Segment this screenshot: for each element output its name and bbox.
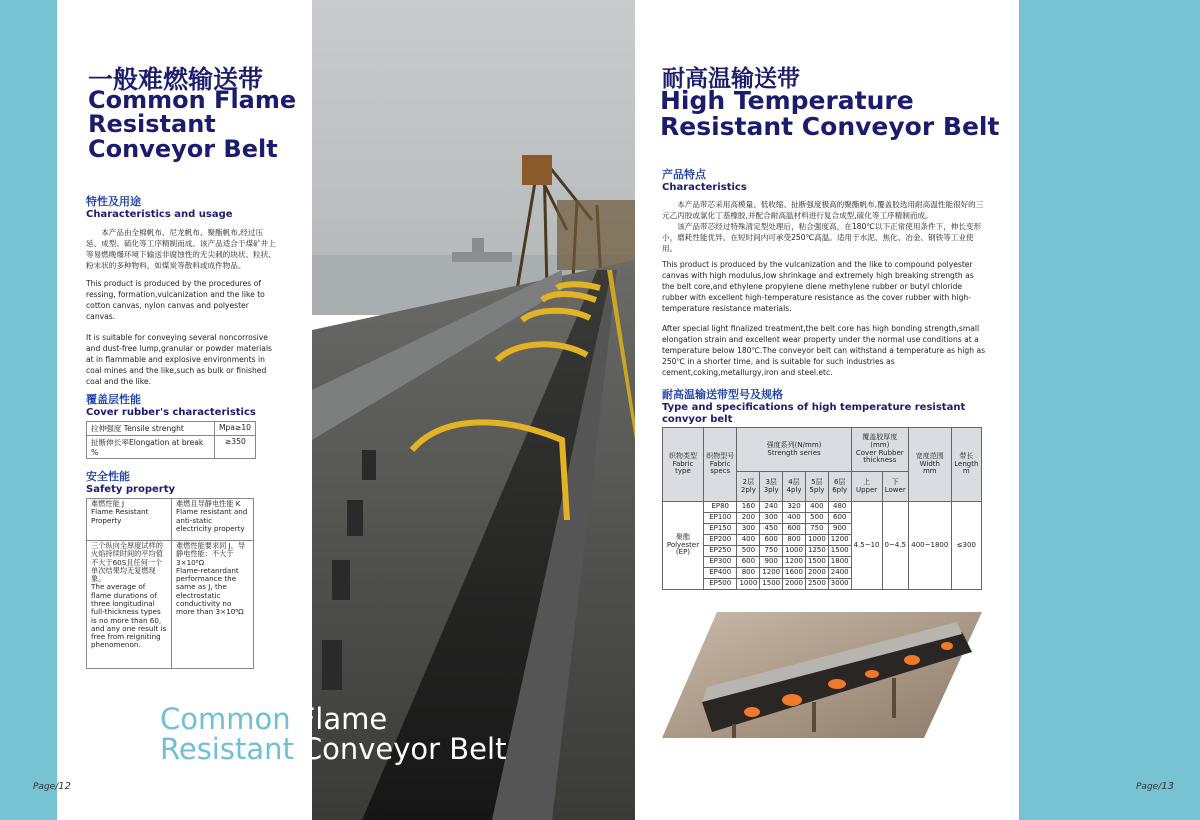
hot-belt-illustration — [662, 612, 982, 738]
strength-cell: 400 — [783, 513, 806, 524]
length-cell: ≤300 — [951, 502, 981, 590]
fabric-type-cell: 聚酯 Polyester (EP) — [663, 502, 704, 590]
right-para-cn2: 该产品带芯经过特殊清定型处理后，粘合强度高，在180℃以下正常使用条件下，伸长变形小，磨耗性能优异。在短时间内可承受250℃高温。适用于水泥、焦化、冶金、钢铁等工业使用。 — [662, 222, 982, 253]
strength-cell: 1200 — [828, 535, 851, 546]
strength-cell: 2000 — [783, 579, 806, 590]
caption-line2-rest: Conveyor Belt — [301, 732, 507, 767]
strength-cell: 2500 — [805, 579, 828, 590]
strength-cell: 1200 — [783, 557, 806, 568]
right-para-cn1: 本产品带芯采用高模量、低收缩、扯断强度极高的聚酯帆布,覆盖胶选用耐高温性能很好的三元乙丙胶或氯化丁基橡胶,并配合耐高温材料进行复合成型,硫化等工序精制而成。 — [662, 200, 984, 220]
hot-belt-photo — [662, 612, 982, 738]
strength-cell: 600 — [828, 513, 851, 524]
safety-heading-en: Safety property — [86, 484, 175, 495]
strength-cell: 600 — [760, 535, 783, 546]
strength-cell: 500 — [737, 546, 760, 557]
strength-cell: 1500 — [828, 546, 851, 557]
strength-cell: 600 — [737, 557, 760, 568]
right-title-en — [660, 88, 999, 139]
spec-cell: EP150 — [703, 524, 737, 535]
right-char-heading-en: Characteristics — [662, 182, 747, 193]
cover-label-0: 拉伸强度 Tensile strenght — [87, 422, 215, 436]
safety-head-right: 难燃且导静电性能 K Flame resistant and anti-static electricity property — [172, 499, 254, 541]
left-characteristics-section — [86, 193, 278, 387]
th-ply-2: 2层 2ply — [737, 472, 760, 502]
left-page-number — [33, 781, 71, 792]
strength-cell: 1000 — [805, 535, 828, 546]
spec-cell: EP100 — [703, 513, 737, 524]
strength-cell: 320 — [783, 502, 806, 513]
right-char-heading-cn: 产品特点 — [662, 168, 706, 181]
safety-heading-cn: 安全性能 — [86, 470, 130, 483]
safety-section — [86, 468, 258, 669]
left-title-en — [88, 88, 296, 161]
spec-section — [662, 386, 982, 425]
strength-cell: 1250 — [805, 546, 828, 557]
spec-heading-cn: 耐高温输送带型号及规格 — [662, 388, 783, 401]
left-title-en-line2: Resistant — [88, 110, 216, 139]
right-title-en-line2: Resistant Conveyor Belt — [660, 111, 1000, 141]
strength-cell: 1800 — [828, 557, 851, 568]
strength-cell: 300 — [737, 524, 760, 535]
strength-cell: 600 — [783, 524, 806, 535]
left-char-para-en1: This product is produced by the procedures of ressing, formation,vulcanization and the like to cotton canvas, nylon canvas and polyester canvas. — [86, 279, 265, 321]
strength-cell: 800 — [783, 535, 806, 546]
safety-head-left: 难燃性能 J Flame Resistant Property — [87, 499, 172, 541]
right-page-number — [1136, 781, 1174, 792]
left-title-cn: 一般难燃输送带 — [88, 65, 264, 94]
strength-cell: 1500 — [760, 579, 783, 590]
strength-cell: 750 — [760, 546, 783, 557]
strength-cell: 240 — [760, 502, 783, 513]
strength-cell: 750 — [805, 524, 828, 535]
cover-table — [86, 421, 256, 459]
spec-table — [662, 427, 982, 590]
strength-cell: 480 — [828, 502, 851, 513]
cover-heading-en: Cover rubber's characteristics — [86, 407, 256, 418]
right-page-label: Page/ — [1136, 782, 1162, 792]
left-char-para-en2: It is suitable for conveying several noncorrosive and dust-free lump,granular or powder materials at in flammable and explosive environments in coal mines and the like,such as bulk or finished coal and the like. — [86, 333, 273, 386]
strength-cell: 160 — [737, 502, 760, 513]
width-cell: 400~1800 — [908, 502, 951, 590]
th-ply-3: 3层 3ply — [760, 472, 783, 502]
table-row — [87, 499, 254, 541]
spec-cell: EP400 — [703, 568, 737, 579]
photo-caption — [160, 702, 507, 767]
spec-cell: EP80 — [703, 502, 737, 513]
lower-cell: 0~4.5 — [882, 502, 908, 590]
right-page-value: 13 — [1161, 781, 1174, 792]
safety-body-right: 难燃性能要求同 J，导静电性能：不大于 3×10⁸Ω Flame-retanrdant performance the same as J, the electrostatic conductivity no more than 3×10⁸Ω — [172, 541, 254, 669]
th-ply-4: 4层 4ply — [783, 472, 806, 502]
spec-table-body — [663, 502, 982, 590]
left-char-heading-en: Characteristics and usage — [86, 209, 233, 220]
spec-cell: EP250 — [703, 546, 737, 557]
right-title-en-line1: High Temperature — [660, 86, 914, 115]
th-cover: 覆盖胶厚度 (mm) Cover Rubber thickness — [851, 428, 908, 472]
left-page-value: 12 — [58, 781, 71, 792]
strength-cell: 400 — [737, 535, 760, 546]
table-row — [87, 422, 256, 436]
strength-cell: 2400 — [828, 568, 851, 579]
left-char-para-cn: 本产品由全棉帆布、尼龙帆布、聚酯帆布,经过压延、成型、硫化等工序精制而成。该产品适合于煤矿井上等易燃晚爆环境下输送非腐蚀性的无尖刺的块状、粒状、粉末状的多种物料，如煤炭等散料或成件物品。 — [86, 228, 276, 270]
cover-value-0: Mpa≥10 — [214, 422, 255, 436]
th-lower: 下 Lower — [882, 472, 908, 502]
conveyor-photo — [312, 0, 635, 820]
th-upper: 上 Upper — [851, 472, 882, 502]
right-title-cn: 耐高温输送带 — [662, 66, 800, 92]
left-margin-band — [0, 0, 57, 820]
th-strength: 强度系列(N/mm) Strength series — [737, 428, 851, 472]
cover-heading-cn: 覆盖层性能 — [86, 393, 141, 406]
spec-heading-en: Type and specifications of high temperature resistant convyor belt — [662, 402, 966, 425]
strength-cell: 300 — [760, 513, 783, 524]
th-ply-5: 5层 5ply — [805, 472, 828, 502]
th-fabric-specs: 织物型号 Fabric specs — [703, 428, 737, 502]
spec-cell: EP500 — [703, 579, 737, 590]
th-width: 宽度范围 Width mm — [908, 428, 951, 502]
right-characteristics-section — [662, 166, 988, 378]
table-row — [87, 541, 254, 669]
table-row — [663, 428, 982, 472]
strength-cell: 450 — [760, 524, 783, 535]
strength-cell: 800 — [737, 568, 760, 579]
right-margin-band — [1019, 0, 1200, 820]
caption-line2 — [160, 732, 507, 767]
strength-cell: 900 — [760, 557, 783, 568]
cover-value-1: ≥350 — [214, 436, 255, 459]
table-row — [87, 436, 256, 459]
spec-cell: EP200 — [703, 535, 737, 546]
strength-cell: 1000 — [783, 546, 806, 557]
left-title-en-line1: Common Flame — [88, 86, 297, 114]
strength-cell: 200 — [737, 513, 760, 524]
strength-cell: 900 — [828, 524, 851, 535]
cover-label-1: 扯断伸长率Elongation at break % — [87, 436, 215, 459]
th-fabric-type: 织物类型 Fabric type — [663, 428, 704, 502]
th-ply-6: 6层 6ply — [828, 472, 851, 502]
safety-body-left: 三个纵向全厚度试样的火焰持续时间的平均值 不大于60S且任何一个单次结果均无复燃现象。 The average of flame durations of three longitudinal full-thickness types is no more than 60, and any one result is free from reigniting phenomenon. — [87, 541, 172, 669]
strength-cell: 1000 — [737, 579, 760, 590]
strength-cell: 1600 — [783, 568, 806, 579]
caption-line1-accent: Common — [160, 702, 291, 736]
strength-cell: 400 — [805, 502, 828, 513]
caption-line2-accent: Resistant — [160, 732, 294, 767]
conveyor-photo-illustration — [312, 0, 635, 820]
strength-cell: 1500 — [805, 557, 828, 568]
strength-cell: 2000 — [805, 568, 828, 579]
caption-line1-rest: Flame — [298, 702, 388, 736]
strength-cell: 1200 — [760, 568, 783, 579]
left-title-en-line3: Conveyor Belt — [88, 134, 278, 163]
table-row — [663, 502, 982, 513]
right-para-en1: This product is produced by the vulcanization and the like to compound polyester canvas with high modulus,low shrinkage and extremely high breaking strength as the belt core,and ethylene propylene diene methylene rubber or butyl chloride rubber with excellent high-temperature resistance as the cover rubber with high-temperature resistance materials. — [662, 260, 974, 313]
left-page-label: Page/ — [33, 782, 59, 792]
th-length: 带长 Length m — [951, 428, 981, 502]
left-char-heading-cn: 特性及用途 — [86, 195, 141, 208]
right-para-en2: After special light finalized treatment,the belt core has high bonding strength,small elongation strain and excellent wear property under the normal use conditions at a temperature below 180℃.The conveyor belt can withstand a temperature as high as 250℃ in a shorter time, and is suitable for such industries as cement,coking,metallurgy,iron and steel.etc. — [662, 324, 986, 377]
safety-table — [86, 498, 254, 669]
caption-line1 — [160, 704, 506, 734]
spec-cell: EP300 — [703, 557, 737, 568]
upper-cell: 4.5~10 — [851, 502, 882, 590]
strength-cell: 500 — [805, 513, 828, 524]
cover-rubber-section — [86, 391, 278, 459]
strength-cell: 3000 — [828, 579, 851, 590]
